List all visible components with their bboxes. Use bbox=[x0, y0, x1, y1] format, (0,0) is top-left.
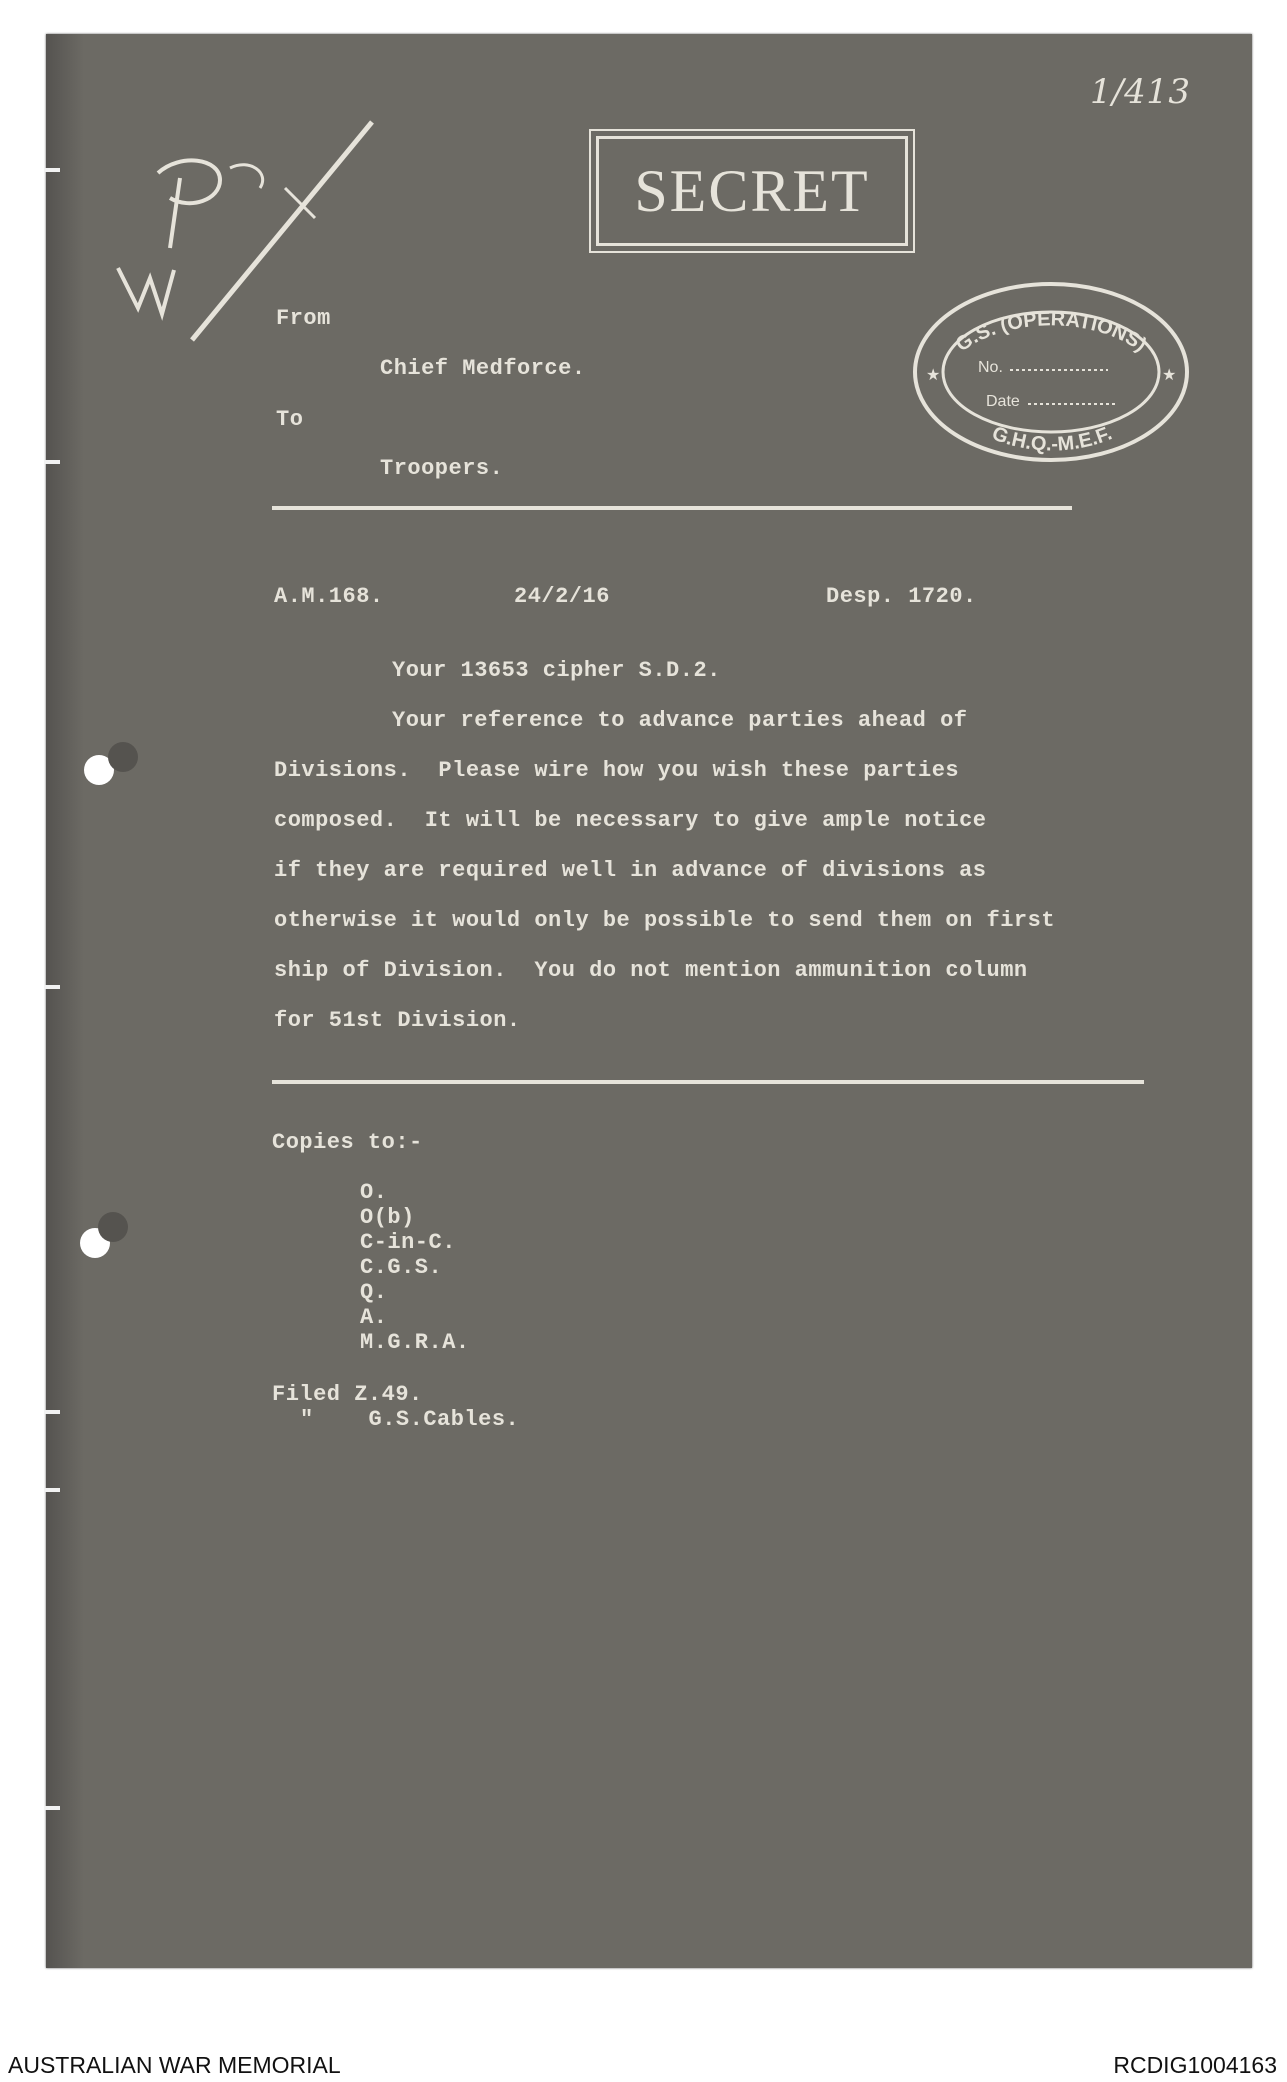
body-divider bbox=[272, 1080, 1144, 1084]
body-line: otherwise it would only be possible to send them on first bbox=[274, 908, 1056, 933]
archive-id: RCDIG1004163 bbox=[1113, 2052, 1277, 2078]
body-line: ship of Division. You do not mention ammunition column bbox=[274, 958, 1028, 983]
svg-text:Date: Date bbox=[986, 393, 1020, 410]
operations-stamp bbox=[908, 274, 1194, 470]
filed-line: " G.S.Cables. bbox=[300, 1407, 520, 1432]
copy-recipient: O. bbox=[360, 1180, 388, 1205]
folio-number: 1/413 bbox=[1090, 72, 1191, 112]
copy-recipient: A. bbox=[360, 1305, 388, 1330]
archive-credit: AUSTRALIAN WAR MEMORIAL bbox=[8, 2052, 341, 2078]
copies-label: Copies to:- bbox=[272, 1130, 423, 1155]
secret-stamp: SECRET bbox=[596, 136, 908, 246]
punch-hole-shadow-bottom bbox=[98, 1212, 128, 1242]
svg-text:G.H.Q.-M.E.F.: G.H.Q.-M.E.F. bbox=[988, 422, 1116, 456]
binding-notch bbox=[44, 985, 60, 989]
filed-line: Filed Z.49. bbox=[272, 1382, 423, 1407]
body-line: composed. It will be necessary to give ample notice bbox=[274, 808, 987, 833]
copy-recipient: C.G.S. bbox=[360, 1255, 443, 1280]
message-date: 24/2/16 bbox=[514, 584, 610, 609]
svg-text:★: ★ bbox=[926, 367, 941, 384]
body-line: Divisions. Please wire how you wish these parties bbox=[274, 758, 960, 783]
svg-text:★: ★ bbox=[1162, 367, 1177, 384]
message-reference: A.M.168. bbox=[274, 584, 384, 609]
despatch-time: Desp. 1720. bbox=[826, 584, 977, 609]
body-line: for 51st Division. bbox=[274, 1008, 521, 1033]
copy-recipient: O(b) bbox=[360, 1205, 415, 1230]
handwritten-initials bbox=[110, 118, 380, 348]
punch-hole-shadow-top bbox=[108, 742, 138, 772]
binding-notch bbox=[44, 1806, 60, 1810]
to-value: Troopers. bbox=[380, 456, 504, 481]
from-value: Chief Medforce. bbox=[380, 356, 586, 381]
binding-notch bbox=[44, 1488, 60, 1492]
body-line: if they are required well in advance of divisions as bbox=[274, 858, 987, 883]
from-label: From bbox=[276, 306, 331, 331]
to-label: To bbox=[276, 407, 304, 432]
binding-notch bbox=[44, 1410, 60, 1414]
binding-notch bbox=[44, 460, 60, 464]
copy-recipient: C-in-C. bbox=[360, 1230, 456, 1255]
body-line: Your 13653 cipher S.D.2. bbox=[392, 658, 721, 683]
binding-notch bbox=[44, 168, 60, 172]
copy-recipient: M.G.R.A. bbox=[360, 1330, 470, 1355]
copy-recipient: Q. bbox=[360, 1280, 388, 1305]
header-divider bbox=[272, 506, 1072, 510]
body-line: Your reference to advance parties ahead of bbox=[392, 708, 968, 733]
svg-text:G.S. (OPERATIONS): G.S. (OPERATIONS) bbox=[951, 308, 1151, 357]
svg-text:No.: No. bbox=[978, 359, 1003, 376]
